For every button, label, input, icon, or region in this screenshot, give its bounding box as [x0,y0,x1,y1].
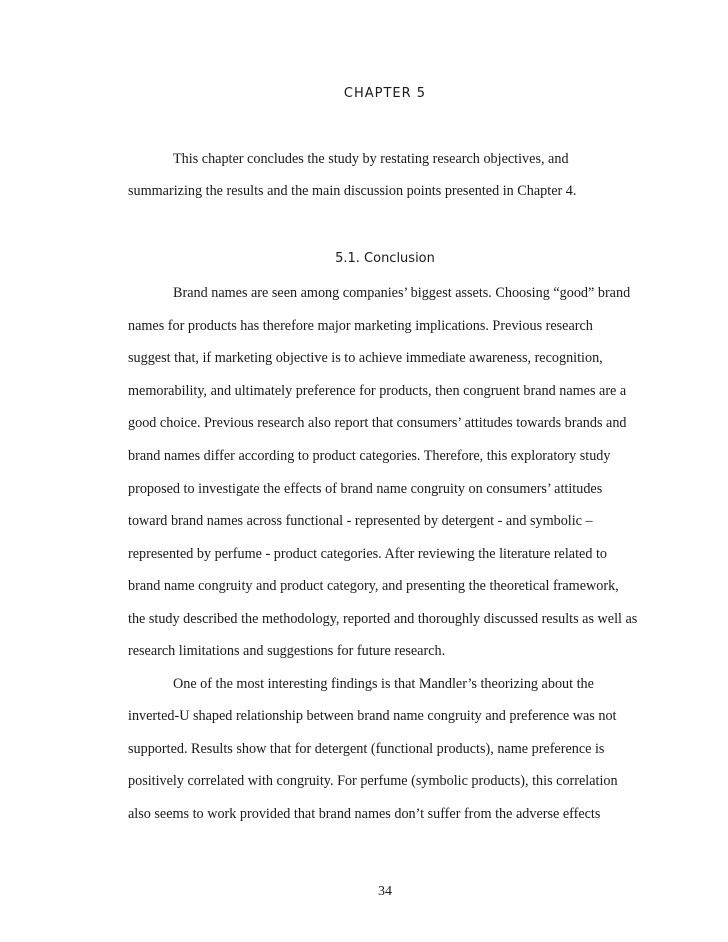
paragraph-line: names for products has therefore major marketing implications. Previous research [128,318,593,334]
paragraph-line: inverted-U shaped relationship between brand name congruity and preference was not [128,708,617,724]
intro-line: This chapter concludes the study by restating research objectives, and [173,151,569,167]
paragraph-line: supported. Results show that for detergent (functional products), name preference is [128,741,605,757]
paragraph-line: proposed to investigate the effects of brand name congruity on consumers’ attitudes [128,481,603,497]
paragraph-line: brand name congruity and product category, and presenting the theoretical framework, [128,578,619,594]
paragraph-line: toward brand names across functional - represented by detergent - and symbolic – [128,513,593,529]
paragraph-line: suggest that, if marketing objective is to achieve immediate awareness, recognition, [128,350,603,366]
paragraph-line: the study described the methodology, reported and thoroughly discussed results as well as [128,611,638,627]
paragraph-line: memorability, and ultimately preference for products, then congruent brand names are a [128,383,627,399]
paragraph-line: One of the most interesting findings is that Mandler’s theorizing about the [173,676,594,692]
section-title: 5.1. Conclusion [335,251,435,266]
paragraph-line: represented by perfume - product categories. After reviewing the literature related to [128,546,608,562]
paragraph-line: Brand names are seen among companies’ biggest assets. Choosing “good” brand [173,285,631,301]
paragraph-line: positively correlated with congruity. For perfume (symbolic products), this correlation [128,773,618,789]
page-number: 34 [378,884,392,899]
intro-line: summarizing the results and the main discussion points presented in Chapter 4. [128,183,577,199]
chapter-title: CHAPTER 5 [343,86,427,101]
paragraph-line: research limitations and suggestions for future research. [128,643,446,659]
paragraph-line: also seems to work provided that brand names don’t suffer from the adverse effects [128,806,601,822]
paragraph-line: brand names differ according to product categories. Therefore, this exploratory study [128,448,611,464]
paragraph-line: good choice. Previous research also report that consumers’ attitudes towards brands and [128,415,627,431]
